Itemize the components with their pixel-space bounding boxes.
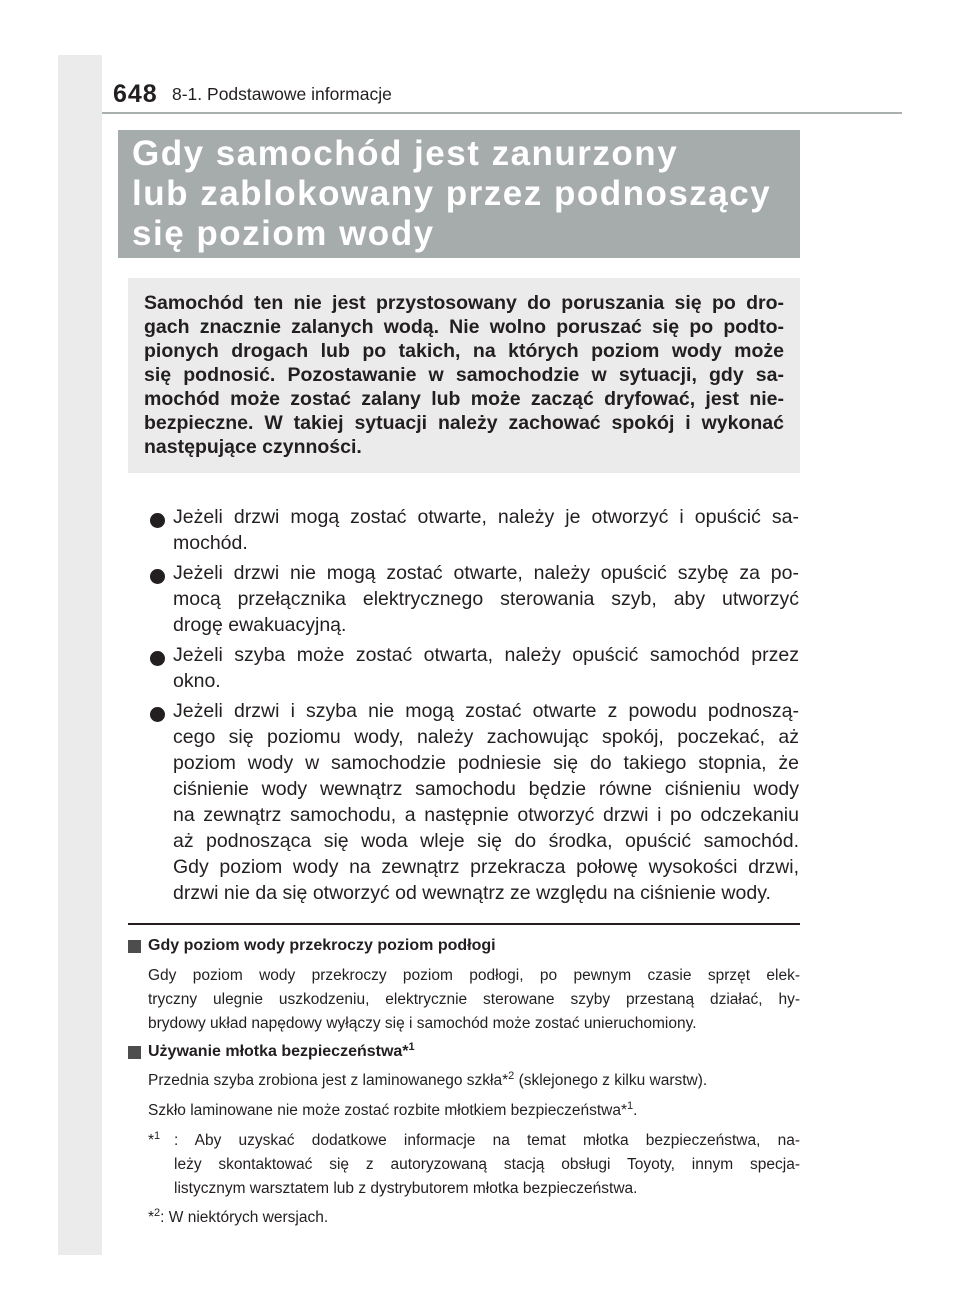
section-divider [128,923,800,925]
bullet-line: mocą przełącznika elektrycznego sterowania szyb, aby utworzyć [173,588,799,610]
footnote-line: leży skontaktować się z autoryzowaną stacją obsługi Toyoty, innym specja- [174,1156,800,1173]
note-heading-floor: Gdy poziom wody przekroczy poziom podłogi [148,937,496,954]
bullet-line: drzwi nie da się otworzyć od wewnątrz ze względu na ciśnienie wody. [173,882,771,904]
square-bullet-icon [128,940,141,953]
bullet-line: poziom wody w samochodzie podniesie się do takiego stopnia, że [173,752,799,774]
bullet-line: ciśnienie wody wewnątrz samochodu będzie równe ciśnieniu wody [173,778,799,800]
bullet-line: mochód. [173,532,248,554]
note-heading-hammer: Używanie młotka bezpieczeństwa*$^1$ [148,1041,415,1060]
footnote-line: listycznym warsztatem lub z dystrybutorem młotka bezpieczeństwa. [174,1180,638,1197]
title-line: się poziom wody [132,214,435,253]
note-line: Gdy poziom wody przekroczy poziom podłogi, po pewnym czasie sprzęt elek- [148,967,800,984]
page-side-bar [58,55,102,1255]
title-line: Gdy samochód jest zanurzony [132,134,679,173]
bullet-icon [150,707,165,722]
bullet-line: okno. [173,670,221,692]
square-bullet-icon [128,1046,141,1059]
footnote-marker-1: *$^1$ [148,1130,161,1149]
footnote-line: : Aby uzyskać dodatkowe informacje na temat młotka bezpieczeństwa, na- [174,1132,800,1149]
warning-line: Samochód ten nie jest przystosowany do poruszania się po dro- [144,292,784,314]
bullet-line: Gdy poziom wody na zewnątrz przekracza połowę wysokości drzwi, [173,856,799,878]
page-number: 648 [113,80,158,108]
bullet-line: Jeżeli drzwi mogą zostać otwarte, należy je otworzyć i opuścić sa- [173,506,799,528]
warning-line: następujące czynności. [144,436,362,458]
bullet-icon [150,513,165,528]
bullet-line: Jeżeli drzwi nie mogą zostać otwarte, należy opuścić szybę za po- [173,562,799,584]
note-line: tryczny ulegnie uszkodzeniu, elektrycznie sterowane szyby przestaną działać, hy- [148,991,800,1008]
section-title: 8-1. Podstawowe informacje [172,84,392,104]
bullet-line: Jeżeli szyba może zostać otwarta, należy opuścić samochód przez [173,644,799,666]
title-box [118,130,800,258]
bullet-icon [150,569,165,584]
warning-line: mochód może zostać zalany lub może zacząć dryfować, jest nie- [144,388,784,410]
bullet-line: na zewnątrz samochodu, a następnie otworzyć drzwi i po odczekaniu [173,804,799,826]
bullet-icon [150,651,165,666]
warning-line: gach znacznie zalanych wodą. Nie wolno poruszać się po podto- [144,316,784,338]
note-line: brydowy układ napędowy wyłączy się i samochód może zostać unieruchomiony. [148,1015,697,1032]
bullet-line: aż podnosząca się woda wleje się do środka, opuścić samochód. [173,830,799,852]
bullet-line: Jeżeli drzwi i szyba nie mogą zostać otwarte z powodu podnoszą- [173,700,799,722]
warning-line: bezpieczne. W takiej sytuacji należy zachować spokój i wykonać [144,412,784,434]
footnote-2: *$^2$: W niektórych wersjach. [148,1207,329,1226]
bullet-line: drogę ewakuacyjną. [173,614,347,636]
hammer-line-2: Szkło laminowane nie może zostać rozbite młotkiem bezpieczeństwa*$^1$. [148,1100,638,1119]
warning-line: się podnosić. Pozostawanie w samochodzie w sytuacji, gdy sa- [144,364,784,386]
title-line: lub zablokowany przez podnoszący [132,174,772,213]
warning-box [128,278,800,473]
hammer-line-1: Przednia szyba zrobiona jest z laminowanego szkła*$^2$ (sklejonego z kilku warstw). [148,1070,708,1089]
warning-line: pionych drogach lub po takich, na których poziom wody może [144,340,784,362]
bullet-line: cego się poziomu wody, należy zachowując spokój, poczekać, aż [173,726,799,748]
header-rule [102,112,902,114]
